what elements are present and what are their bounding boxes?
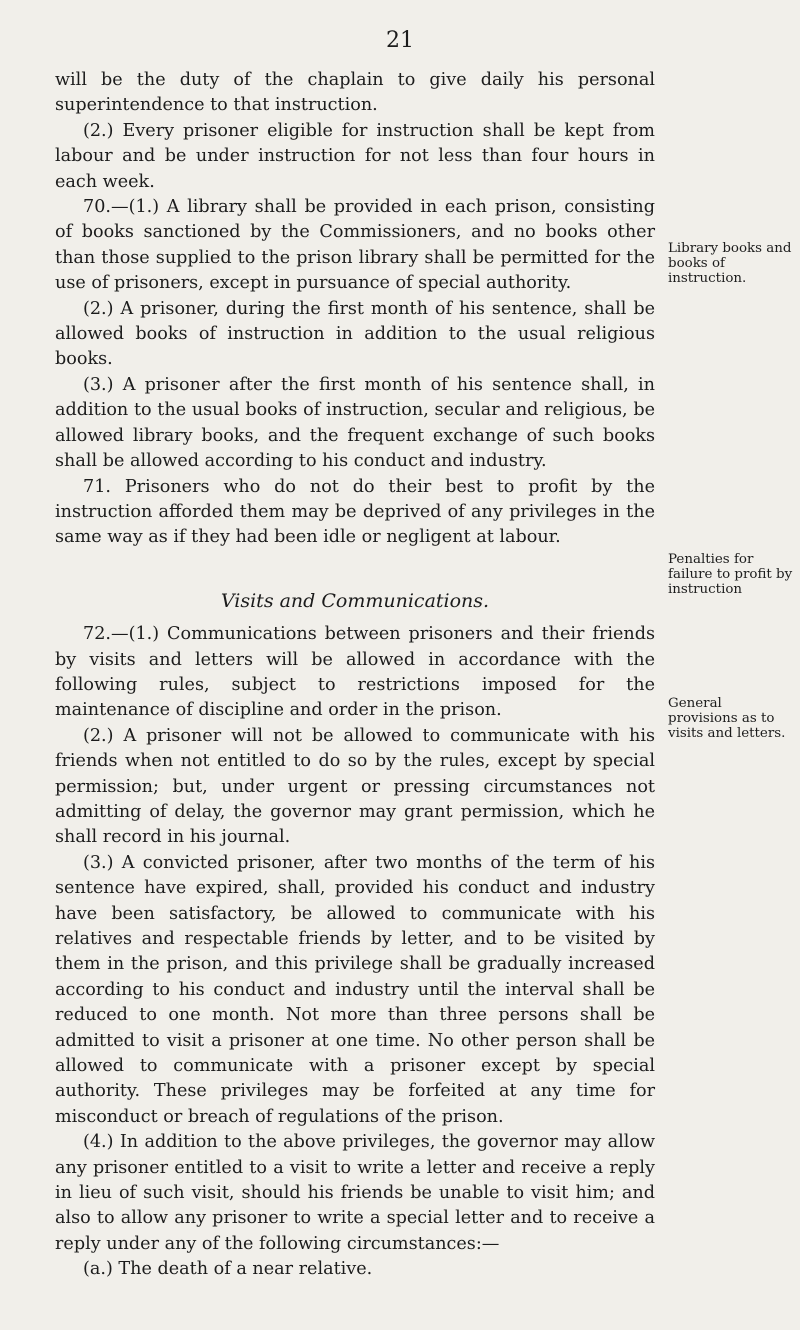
section-heading: Visits and Communications. xyxy=(220,589,490,612)
paragraph: (4.) In addition to the above privileges, the governor may allow any prisoner entitled to a visit to write a letter and receive a reply in lieu of such visit, should his friends be unable to visit him; and also to allow any prisoner to write a special letter and to receive a reply under any of the following circumstances:— xyxy=(55,1132,655,1254)
paragraph-rule-72: 72.—(1.) Communications between prisoners and their friends by visits and letters will be allowed in accordance with the following rules, subject to restrictions imposed for the maintenance of discipline and order in the prison. xyxy=(55,624,655,721)
paragraph: (2.) A prisoner, during the first month of his sentence, shall be allowed books of instruction in addition to the usual religious books. xyxy=(55,298,655,370)
paragraph-rule-70: 70.—(1.) A library shall be provided in each prison, consisting of books sanctioned by the Commissioners, and no books other than those supplied to the prison library shall be permitted for the use of prisoners, except in pursuance of special authority. xyxy=(55,197,655,294)
paragraph: (3.) A prisoner after the first month of his sentence shall, in addition to the usual books of instruction, secular and religious, be allowed library books, and the frequent exchange of such books shall be allowed according to his conduct and industry. xyxy=(55,374,655,472)
paragraph: (3.) A convicted prisoner, after two months of the term of his sentence have expired, shall, provided his conduct and industry have been satisfactory, be allowed to communicate with his relatives and respectable friends by letter, and to be visited by them in the prison, and this privilege shall be gradually increased according to his conduct and industry until the interval shall be reduced to one month. Not more than three persons shall be admitted to visit a prisoner at one time. No other person shall be allowed to communicate with a prisoner except by special authority. These privileges may be forfeited at any time for misconduct or breach of regulations of the prison. xyxy=(55,852,655,1127)
paragraph: will be the duty of the chaplain to give daily his personal superintendence to that instruction. xyxy=(55,70,655,116)
paragraph: (2.) A prisoner will not be allowed to communicate with his friends when not entitled to do so by the rules, except by special permission; but, under urgent or pressing circumstances not admitting of delay, the governor may grant permission, which he shall record in his journal. xyxy=(55,725,655,848)
paragraph: (a.) The death of a near relative. xyxy=(83,1259,373,1280)
paragraph-rule-71: 71. Prisoners who do not do their best to profit by the instruction afforded them may be deprived of any privileges in the same way as if they had been idle or negligent at labour. xyxy=(55,476,655,548)
body-text xyxy=(55,68,655,1283)
margin-note-penalties: Penalties for failure to profit by instruction xyxy=(668,552,793,597)
page-number: 21 xyxy=(386,28,414,53)
margin-note-visits-letters: General provisions as to visits and letters. xyxy=(668,696,786,741)
margin-note-library-books: Library books and books of instruction. xyxy=(668,241,792,286)
paragraph: (2.) Every prisoner eligible for instruction shall be kept from labour and be under instruction for not less than four hours in each week. xyxy=(55,120,655,192)
